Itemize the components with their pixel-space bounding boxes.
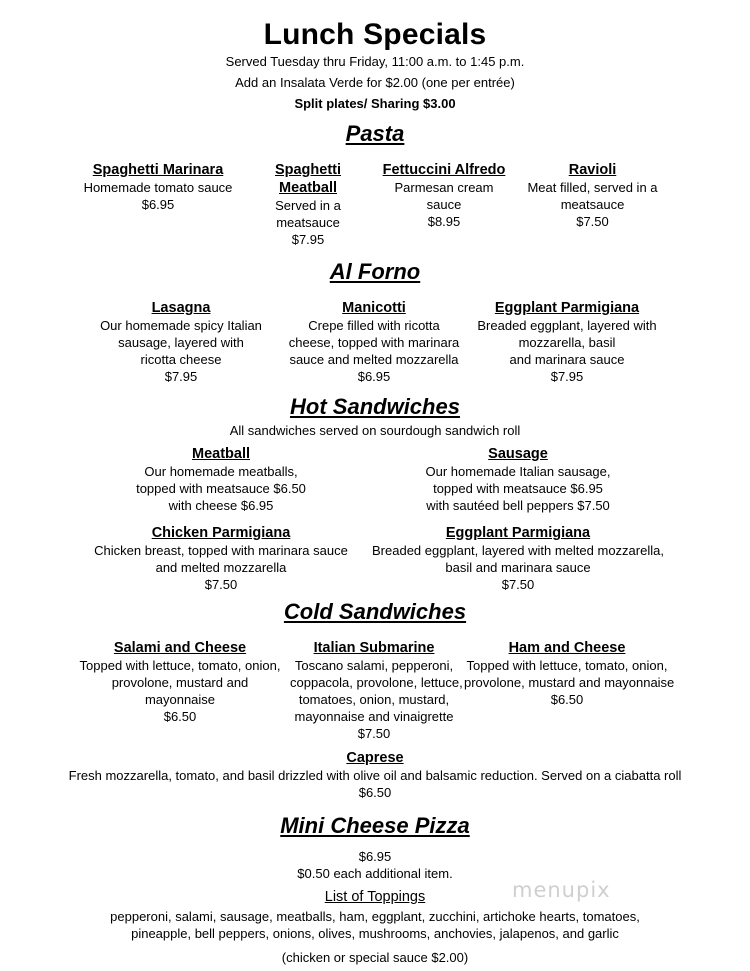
item-desc: mozzarella, basil — [518, 335, 616, 350]
item-price: $7.95 — [164, 369, 198, 384]
item-desc: Crepe filled with ricotta — [308, 318, 440, 333]
item-desc: Our homemade meatballs, — [144, 464, 298, 479]
item-name: Fettuccini Alfredo — [382, 162, 506, 178]
item-name: Caprese — [346, 750, 404, 766]
item-price: $7.95 — [291, 232, 325, 247]
item-desc: Topped with lettuce, tomato, onion, — [79, 658, 281, 673]
item-desc: Topped with lettuce, tomato, onion, — [466, 658, 668, 673]
item-price: $7.50 — [357, 726, 391, 741]
item-desc: sauce and melted mozzarella — [289, 352, 459, 367]
section-title-pasta: Pasta — [345, 121, 405, 146]
item-desc: provolone, mustard and mayonnaise — [464, 675, 675, 690]
toppings-title: List of Toppings — [324, 889, 426, 905]
item-desc: sauce — [426, 197, 462, 212]
item-desc: coppacola, provolone, lettuce, — [290, 675, 463, 690]
menu-item-salami-and-cheese — [76, 639, 284, 725]
item-name: Ham and Cheese — [508, 640, 626, 656]
menu-item-chicken-parmigiana — [90, 524, 352, 593]
item-name: Spaghetti Marinara — [92, 162, 224, 178]
item-name: Meatball — [191, 446, 250, 462]
menu-item-lasagna — [96, 299, 266, 385]
section-title-mini-cheese-pizza: Mini Cheese Pizza — [280, 813, 470, 838]
item-name: Spaghetti — [274, 162, 342, 178]
item-price: $6.50 — [550, 692, 584, 707]
item-price: $7.50 — [501, 577, 535, 592]
item-desc: Chicken breast, topped with marinara sauce — [94, 543, 348, 558]
item-name: Manicotti — [342, 300, 406, 316]
item-price: $8.95 — [427, 214, 461, 229]
menu-item-eggplant-parmigiana-forno — [472, 299, 662, 385]
item-name: Lasagna — [151, 300, 211, 316]
item-desc: and melted mozzarella — [155, 560, 287, 575]
item-price: $7.50 — [576, 214, 609, 229]
section-note: All sandwiches served on sourdough sandwich roll — [229, 423, 521, 438]
item-desc: meatsauce — [560, 197, 625, 212]
menu-item-caprese — [60, 749, 690, 801]
menu-item-ham-and-cheese — [464, 639, 675, 708]
menu-item-fettuccini-alfredo — [374, 161, 514, 230]
item-name: Eggplant Parmigiana — [445, 525, 591, 541]
item-desc: Parmesan cream — [394, 180, 494, 195]
salad-addon: Add an Insalata Verde for $2.00 (one per entrée) — [235, 75, 515, 90]
toppings-line: pepperoni, salami, sausage, meatballs, ham, eggplant, zucchini, artichoke hearts, tomatoes, — [110, 909, 640, 924]
menu-item-spaghetti-marinara — [78, 161, 238, 213]
item-price: $6.50 — [358, 785, 392, 800]
pizza-extra-item-price: $0.50 each additional item. — [297, 866, 453, 881]
item-name: Chicken Parmigiana — [151, 525, 291, 541]
item-name: Eggplant Parmigiana — [494, 300, 640, 316]
item-desc: provolone, mustard and — [111, 675, 249, 690]
item-desc: mayonnaise — [144, 692, 216, 707]
menu-item-eggplant-parmigiana-sandwich — [370, 524, 666, 593]
item-desc: basil and marinara sauce — [445, 560, 591, 575]
item-name: Ravioli — [568, 162, 617, 178]
item-desc: with sautéed bell peppers $7.50 — [426, 498, 610, 513]
split-plate-fee: Split plates/ Sharing $3.00 — [294, 96, 456, 111]
item-price: $6.95 — [357, 369, 391, 384]
item-desc: meatsauce — [276, 215, 340, 230]
item-price: $7.50 — [204, 577, 238, 592]
menu-item-spaghetti-meatball — [256, 161, 360, 248]
menu-item-manicotti — [282, 299, 466, 385]
menu-item-meatball-sandwich — [121, 445, 321, 514]
item-desc: mayonnaise and vinaigrette — [294, 709, 454, 724]
item-desc: Meat filled, served in a — [527, 180, 658, 195]
item-desc: tomatoes, onion, mustard, — [298, 692, 450, 707]
item-desc: and marinara sauce — [509, 352, 625, 367]
toppings-line: pineapple, bell peppers, onions, olives, mushrooms, anchovies, jalapenos, and garlic — [131, 926, 619, 941]
item-desc: topped with meatsauce $6.50 — [136, 481, 306, 496]
service-hours: Served Tuesday thru Friday, 11:00 a.m. to 1:45 p.m. — [225, 54, 525, 69]
item-name: Salami and Cheese — [113, 640, 247, 656]
item-name-line2: Meatball — [278, 180, 337, 196]
item-price: $6.50 — [163, 709, 197, 724]
item-desc: Served in a — [275, 198, 341, 213]
item-desc: cheese, topped with marinara — [288, 335, 460, 350]
section-title-al-forno: Al Forno — [329, 259, 421, 284]
item-price: $7.95 — [550, 369, 584, 384]
item-desc: Toscano salami, pepperoni, — [294, 658, 454, 673]
pizza-price: $6.95 — [358, 849, 392, 864]
menu-item-ravioli — [520, 161, 665, 230]
item-desc: Breaded eggplant, layered with — [477, 318, 657, 333]
item-desc: sausage, layered with — [118, 335, 244, 350]
item-desc: Breaded eggplant, layered with melted mozzarella, — [372, 543, 664, 558]
item-desc: topped with meatsauce $6.95 — [433, 481, 603, 496]
toppings-list — [0, 908, 750, 942]
item-price: $6.95 — [141, 197, 175, 212]
sauce-upcharge: (chicken or special sauce $2.00) — [281, 950, 469, 965]
section-title-cold-sandwiches: Cold Sandwiches — [283, 599, 467, 624]
watermark-logo: menupix — [512, 878, 611, 902]
item-desc: Fresh mozzarella, tomato, and basil drizzled with olive oil and balsamic reduction. Served on a ciabatta roll — [68, 768, 682, 783]
item-desc: Our homemade Italian sausage, — [425, 464, 611, 479]
menu-item-sausage-sandwich — [408, 445, 628, 514]
item-desc: with cheese $6.95 — [168, 498, 274, 513]
item-name: Italian Submarine — [313, 640, 435, 656]
item-name: Sausage — [488, 446, 548, 462]
menu-item-italian-submarine — [290, 639, 463, 742]
item-desc: Homemade tomato sauce — [83, 180, 233, 195]
pizza-details — [0, 848, 750, 882]
item-desc: ricotta cheese — [140, 352, 222, 367]
item-desc: Our homemade spicy Italian — [100, 318, 262, 333]
page-title: Lunch Specials — [263, 18, 487, 51]
section-title-hot-sandwiches: Hot Sandwiches — [290, 394, 460, 419]
